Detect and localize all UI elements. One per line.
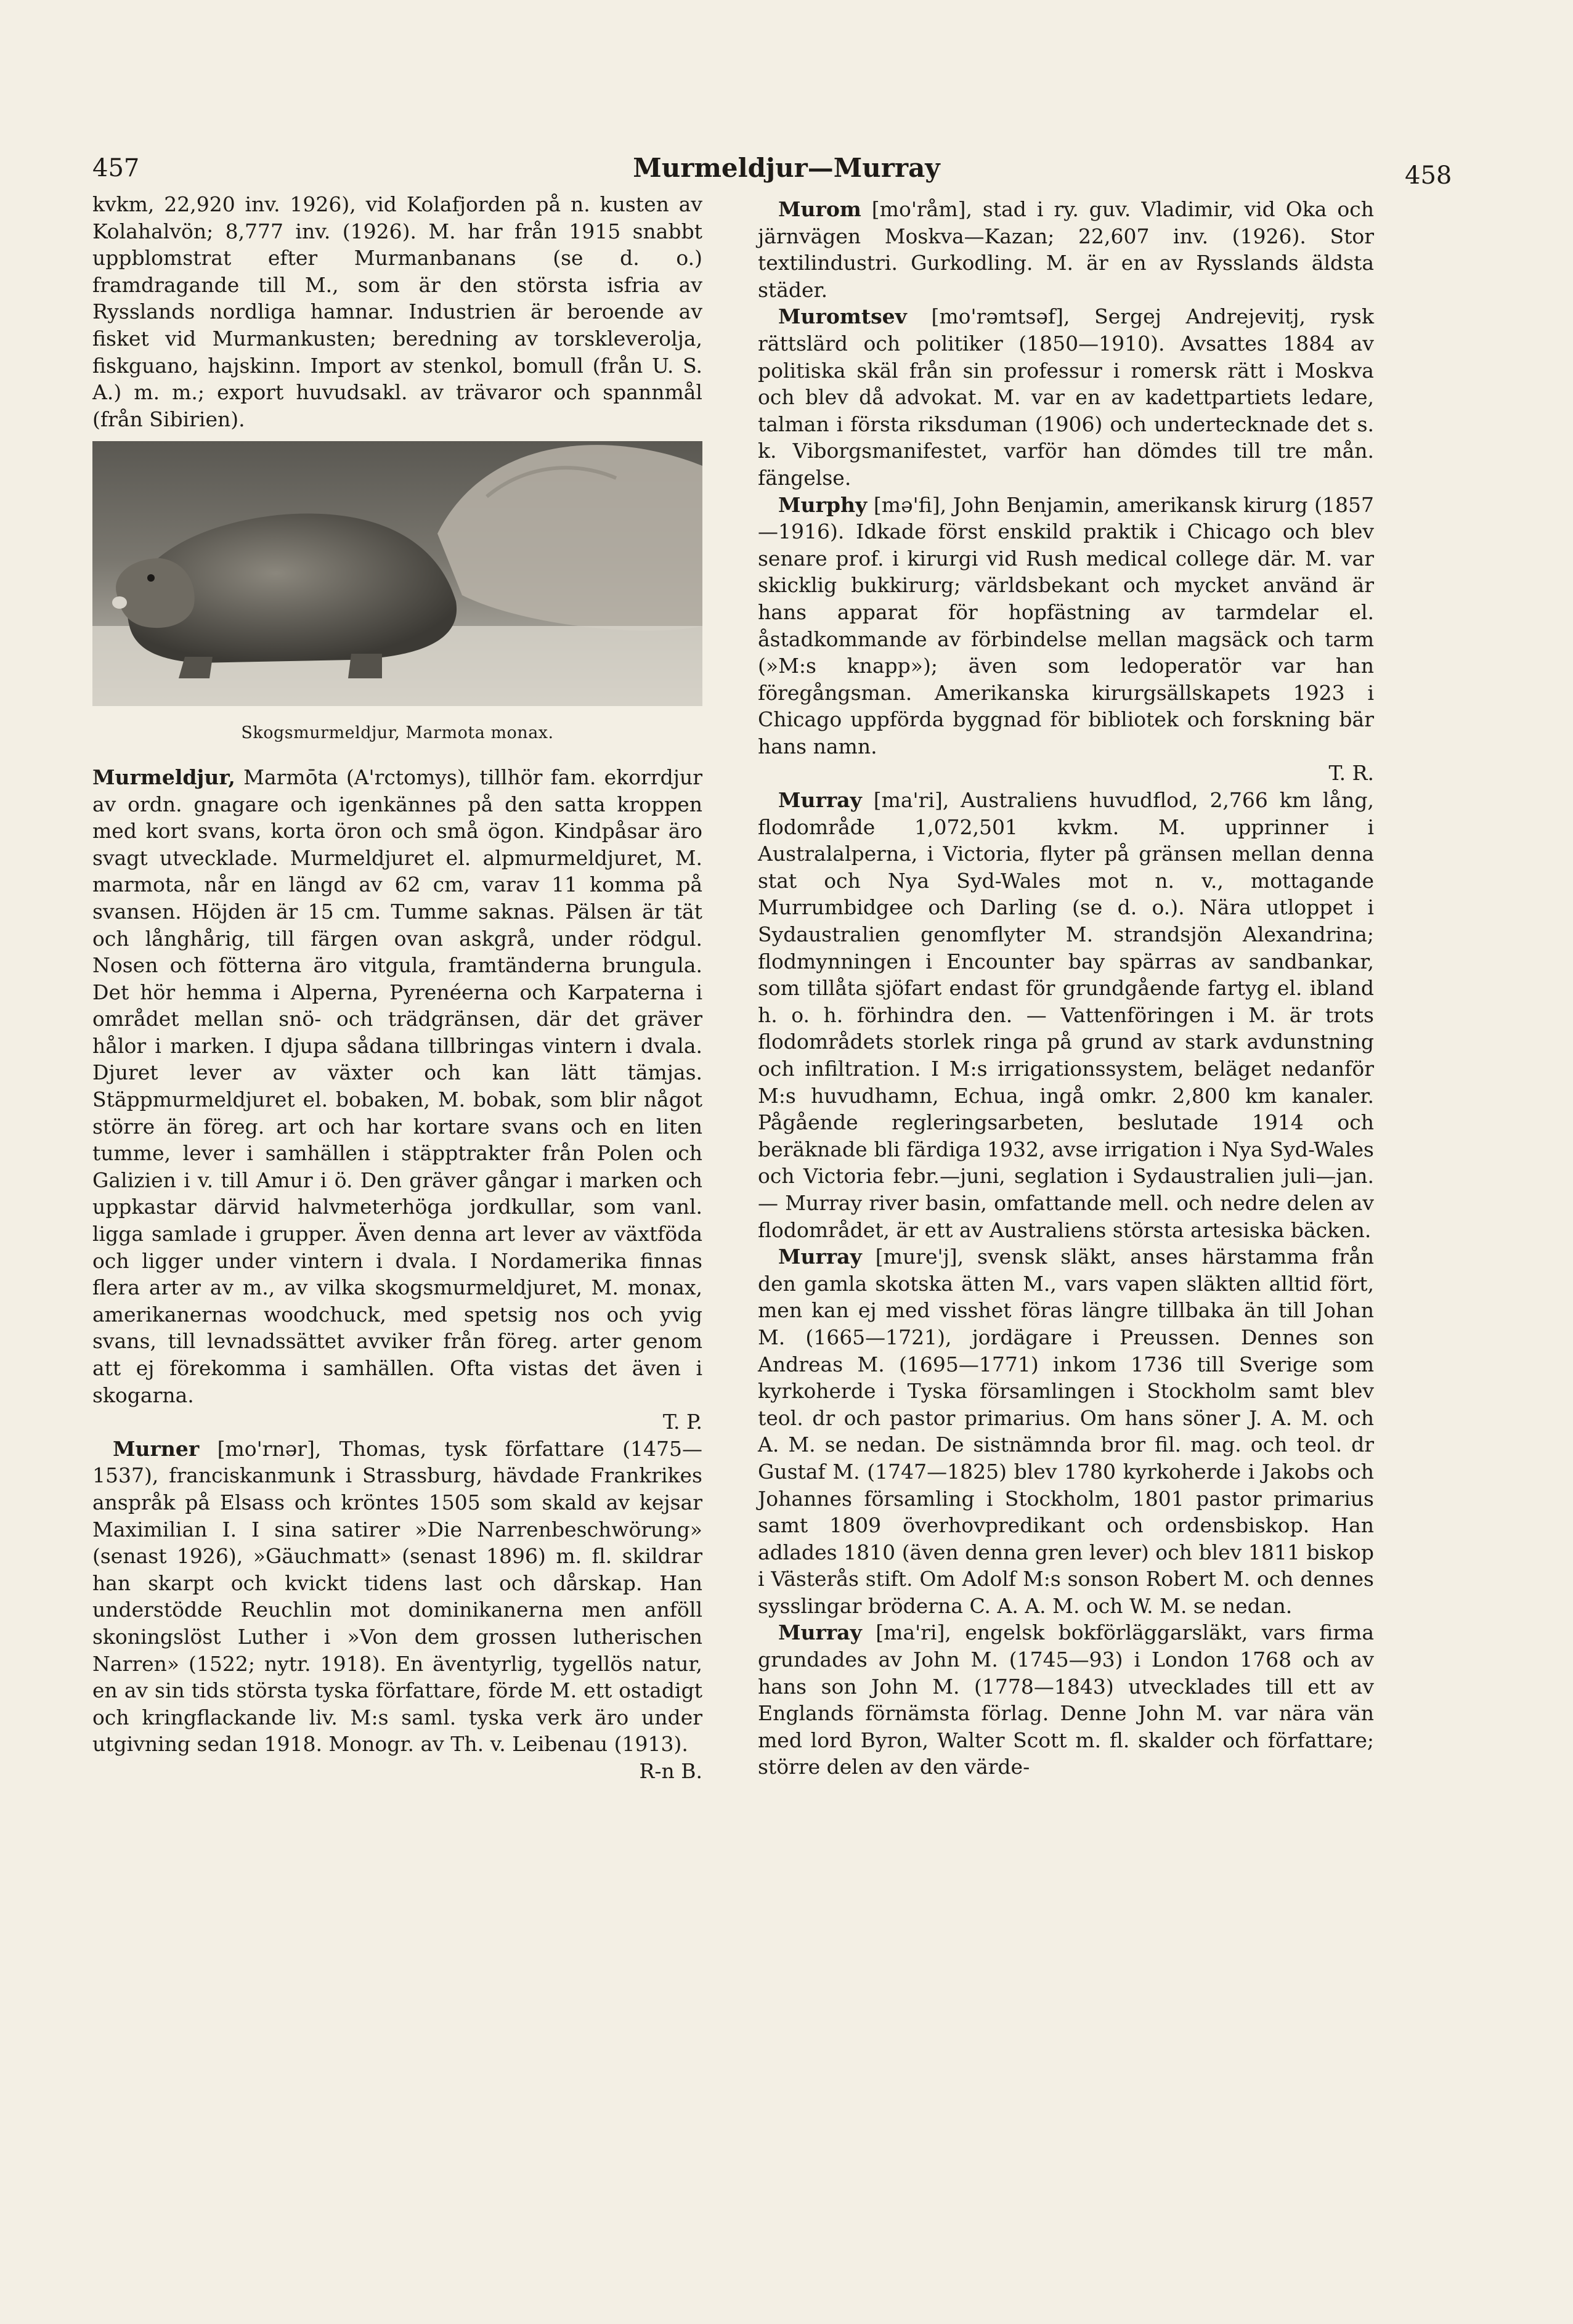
page-number-right: 458 <box>1405 161 1452 190</box>
headword: Murmeldjur, <box>92 765 235 789</box>
author-signature: T. P. <box>662 1410 702 1434</box>
entry-murray-publishers <box>758 1619 1374 1781</box>
entry-body: [mo'rnər], Thomas, tysk författare (1475—1537), franciskanmunk i Strassburg, hävdade Frankrikes anspråk på Elsass och kröntes 1505 som skald av kejsar Maximilian I. I sina satirer »Die Narrenbeschwörung» (senast 1926), »Gäuchmatt» (senast 1896) m. fl. skildrar han skarpt och kvickt tidens last och dårskap. Han understödde Reuchlin mot dominikanerna men anföll skoningslöst Luther i »Von dem grossen lutherischen Narren» (1522; nytr. 1918). En äventyrlig, tygellös natur, en av sin tids största tyska författare, förde M. ett ostadigt och kringflackande liv. M:s saml. tyska verk äro under utgivning sedan 1918. Monogr. av Th. v. Leibenau (1913). <box>92 1436 702 1757</box>
entry-body: [ma'ri], engelsk bokförläggarsläkt, vars firma grundades av John M. (1745—93) i London 1768 och av hans son John M. (1778—1843) utvecklades till ett av Englands förnämsta förlag. Denne John M. var nära vän med lord Byron, Walter Scott m. fl. skalder och författare; större delen av den värde- <box>758 1620 1374 1779</box>
headword: Murom <box>778 197 861 221</box>
entry-body: [ma'ri], Australiens huvudflod, 2,766 km lång, flodområde 1,072,501 kvkm. M. upprinner i Australalperna, i Victoria, flyter på gränsen mellan denna stat och Nya Syd-Wales mot n. v., mottagande Murrumbidgee och Darling (se d. o.). Nära utloppet i Sydaustralien genomflyter M. strandsjön Alexandrina; flodmynningen i Encounter bay spärras av sandbankar, som tillåta sjöfart endast för grundgående fartyg el. ibland h. o. h. förhindra den. — Vattenföringen i M. är trots flodområdets storlek ringa på grund av stark avdunstning och infiltration. I M:s irrigationssystem, beläget nedanför M:s huvudhamn, Echua, ingå omkr. 2,800 km kanaler. Pågående regleringsarbeten, beslutade 1914 och beräknade bli färdiga 1932, avse irrigation i Nya Syd-Wales och Victoria febr.—juni, seglation i Sydaustralien juli—jan. — Murray river basin, omfattande mell. och nedre delen av flodområdet, är ett av Australiens största artesiska bäcken. <box>758 788 1374 1242</box>
entry-murner <box>92 1436 702 1785</box>
page-number-left: 457 <box>92 154 140 182</box>
entry-murmeldjur <box>92 764 702 1436</box>
headword: Murray <box>778 1620 862 1645</box>
entry-murom <box>758 196 1374 303</box>
entry-murphy <box>758 492 1374 787</box>
figure-caption: Skogsmurmeldjur, Marmota monax. <box>241 723 554 743</box>
entry-murray-river <box>758 787 1374 1243</box>
entry-body: [mure'j], svensk släkt, anses härstamma från den gamla skotska ätten M., vars vapen släkten alltid fört, men kan ej med visshet föras längre tillbaka än till Johan M. (1665—1721), jordägare i Preussen. Dennes son Andreas M. (1695—1771) inkom 1736 till Sverige som kyrkoherde i Tyska församlingen i Stockholm samt blev teol. dr och pastor primarius. Om hans söner J. A. M. och A. M. se nedan. De sistnämnda bror fil. mag. och teol. dr Gustaf M. (1747—1825) blev 1780 kyrkoherde i Jakobs och Johannes församling i Stockholm, 1801 pastor primarius samt 1809 överhovpredikant och ordensbiskop. Han adlades 1810 (även denna gren lever) och blev 1811 biskop i Västerås stift. Om Adolf M:s sonson Robert M. och dennes sysslingar bröderna C. A. A. M. och W. M. se nedan. <box>758 1245 1374 1618</box>
left-column <box>92 191 702 1785</box>
entry-body: Marmōta (A'rctomys), tillhör fam. ekorrdjur av ordn. gnagare och igenkännes på den satta kroppen med kort svans, korta öron och små ögon. Kindpåsar äro svagt utvecklade. Murmeldjuret el. alpmurmeldjuret, M. marmota, når en längd av 62 cm, varav 11 komma på svansen. Höjden är 15 cm. Tumme saknas. Pälsen är tät och långhårig, till färgen ovan askgrå, under rödgul. Nosen och fötterna äro vitgula, framtänderna brungula. Det hör hemma i Alperna, Pyrenéerna och Karpaterna i området mellan snö- och trädgränsen, där det gräver hålor i marken. I djupa sådana tillbringas vintern i dvala. Djuret lever av växter och kan lätt tämjas. Stäppmurmeldjuret el. bobaken, M. bobak, som blir något större än föreg. art och har kortare svans och en liten tumme, lever i samhällen i stäpptrakter från Polen och Galizien i v. till Amur i ö. Den gräver gångar i marken och uppkastar därvid halvmeterhöga jordkullar, som vanl. ligga samlade i grupper. Även denna art lever av växtföda och ligger under vintern i dvala. I Nordamerika finnas flera arter av m., av vilka skogsmurmeldjuret, M. monax, amerikanernas woodchuck, med spetsig nos och yvig svans, till levnadssättet avviker från föreg. arter genom att ej förekomma i samhällen. Ofta vistas det även i skogarna. <box>92 765 702 1407</box>
marmot-figure <box>92 441 702 747</box>
entry-body: [mo'råm], stad i ry. guv. Vladimir, vid Oka och järnvägen Moskva—Kazan; 22,607 inv. (1926). Stor textilindustri. Gurkodling. M. är en av Rysslands äldsta städer. <box>758 197 1374 302</box>
murmansk-continuation: kvkm, 22,920 inv. 1926), vid Kolafjorden på n. kusten av Kolahalvön; 8,777 inv. (1926). M. har från 1915 snabbt uppblomstrat efter Murmanbanans (se d. o.) framdragande till M., som är den största isfria av Rysslands nordliga hamnar. Industrien är beroende av fisket vid Murmankusten; beredning av torskleverolja, fiskguano, hajskinn. Import av stenkol, bomull (från U. S. A.) m. m.; export huvudsakl. av trävaror och spannmål (från Sibirien). <box>92 192 702 431</box>
entry-murray-family <box>758 1243 1374 1619</box>
right-column <box>758 196 1374 1781</box>
author-signature: T. R. <box>1328 761 1374 786</box>
headword: Murray <box>778 788 862 813</box>
entry-muromtsev <box>758 303 1374 491</box>
author-signature: R-n B. <box>639 1758 702 1783</box>
page-header <box>0 0 1573 203</box>
running-head: Murmeldjur—Murray <box>633 153 940 183</box>
headword: Murner <box>113 1436 200 1461</box>
headword: Muromtsev <box>778 304 907 329</box>
entry-body: [mo'rəmtsəf], Sergej Andrejevitj, rysk rättslärd och politiker (1850—1910). Avsattes 1884 av politiska skäl från sin professur i romersk rätt i Moskva och blev då advokat. M. var en av kadettpartiets ledare, talman i första riksduman (1906) och undertecknade det s. k. Viborgsmanifestet, varför han dömdes till tre mån. fängelse. <box>758 304 1374 490</box>
entry-body: [mə'fi], John Benjamin, amerikansk kirurg (1857—1916). Idkade först enskild praktik i Chicago och blev senare prof. i kirurgi vid Rush medical college där. M. var skicklig bukkirurg; världsbekant och mycket använd är hans apparat för hopfästning av tarmdelar el. åstadkommande av förbindelse mellan magsäck och tarm (»M:s knapp»); även som ledoperatör var han föregångsman. Amerikanska kirurgsällskapets 1923 i Chicago uppförda byggnad för bibliotek och forskning bär hans namn. <box>758 492 1374 758</box>
marmot-photo <box>92 441 702 706</box>
headword: Murray <box>778 1245 862 1269</box>
headword: Murphy <box>778 492 868 517</box>
